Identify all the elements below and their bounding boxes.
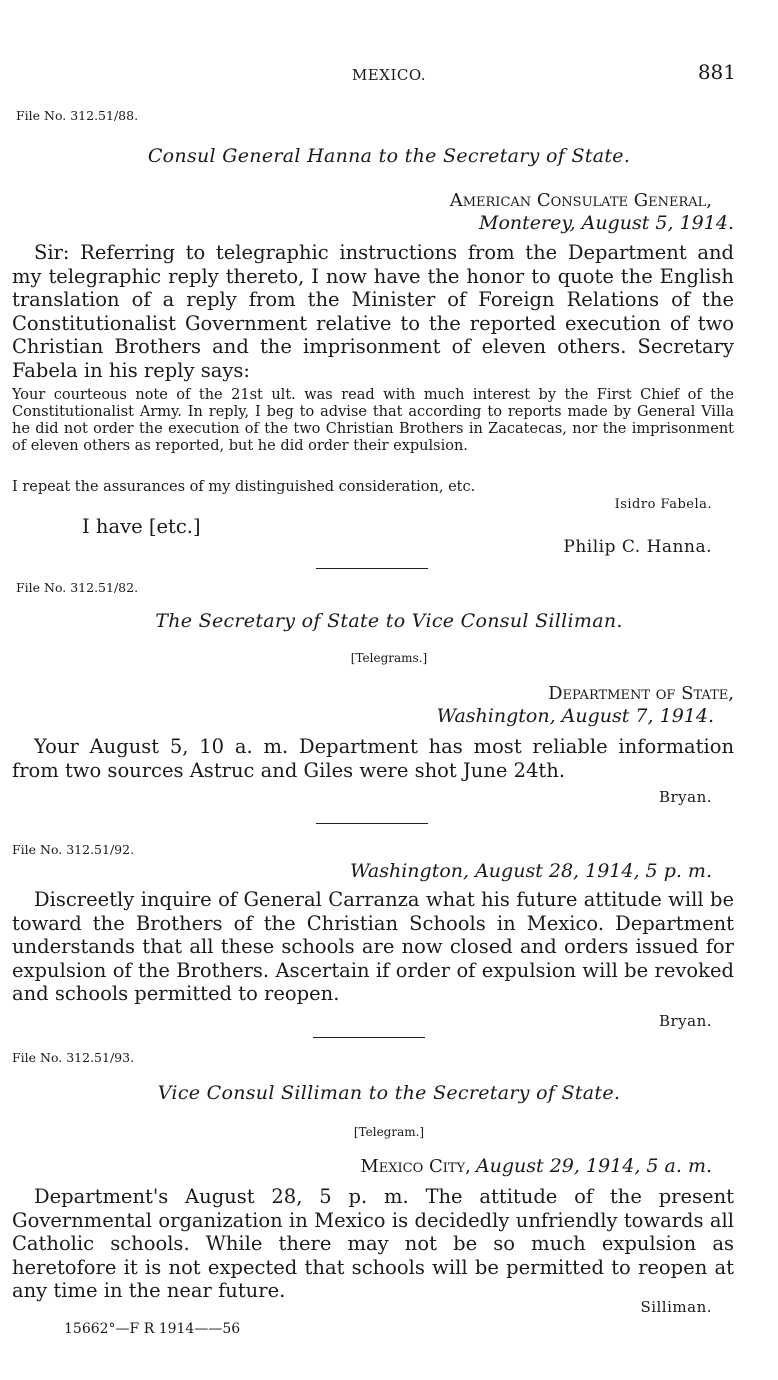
- signature: Bryan.: [658, 788, 712, 806]
- footer-printer-line: 15662°—F R 1914——56: [64, 1321, 241, 1337]
- sender-address: American Consulate General,: [449, 190, 712, 211]
- dateline: August 29, 1914, 5 a. m.: [475, 1155, 712, 1177]
- section-divider: [313, 1037, 425, 1038]
- telegram-body: Your August 5, 10 a. m. Department has most reliable information from two sources Astruc and Giles were shot June 24th.: [12, 735, 734, 782]
- dateline: Washington, August 28, 1914, 5 p. m.: [350, 860, 712, 882]
- section-divider: [316, 823, 428, 824]
- telegram-body: Discreetly inquire of General Carranza what his future attitude will be toward the Brothers of the Christian Schools in Mexico. Department understands that all these schools are now closed and orders issued for expulsion of the Brothers. Ascertain if order of expulsion will be revoked and schools permitted to reopen.: [12, 888, 734, 1005]
- signature: Silliman.: [640, 1298, 712, 1316]
- telegram-body: Department's August 28, 5 p. m. The attitude of the present Governmental organization in Mexico is decidedly unfriendly towards all Catholic schools. While there may not be so much expulsion as heretofore it is not expected that schools will be permitted to reopen at any time in the near future.: [12, 1185, 734, 1302]
- quoted-signature: Isidro Fabela.: [614, 497, 712, 512]
- place: Mexico City,: [360, 1156, 471, 1177]
- telegram-note: [Telegram.]: [353, 1125, 425, 1139]
- letter-body: Sir: Referring to telegraphic instructions from the Department and my telegraphic reply thereto, I now have the honor to quote the English translation of a reply from the Minister of Foreign Relations of the Constitutionalist Government relative to the reported execution of two Christian Brothers and the imprisonment of eleven others. Secretary Fabela in his reply says:: [12, 241, 734, 382]
- document-heading: The Secretary of State to Vice Consul Silliman.: [155, 610, 623, 632]
- page-number: 881: [697, 60, 736, 84]
- quoted-closing: I repeat the assurances of my distinguished consideration, etc.: [12, 479, 476, 495]
- closing-line: I have [etc.]: [82, 515, 201, 538]
- section-divider: [316, 568, 428, 569]
- sender-address: Department of State,: [548, 683, 734, 704]
- dateline: Monterey, August 5, 1914.: [479, 212, 734, 234]
- file-number: File No. 312.51/93.: [12, 1050, 135, 1065]
- document-heading: Vice Consul Silliman to the Secretary of State.: [157, 1082, 621, 1104]
- running-title: MEXICO.: [351, 66, 427, 84]
- file-number: File No. 312.51/88.: [16, 108, 139, 123]
- signature: Bryan.: [658, 1012, 712, 1030]
- running-head: [0, 60, 778, 88]
- file-number: File No. 312.51/82.: [16, 580, 139, 595]
- signature: Philip C. Hanna.: [563, 537, 712, 557]
- dateline-block: [360, 1155, 712, 1177]
- dateline: Washington, August 7, 1914.: [436, 705, 714, 727]
- document-heading: Consul General Hanna to the Secretary of State.: [147, 145, 631, 167]
- file-number: File No. 312.51/92.: [12, 842, 135, 857]
- telegram-note: [Telegrams.]: [350, 651, 428, 665]
- quoted-reply: Your courteous note of the 21st ult. was read with much interest by the First Chief of the Constitutionalist Army. In reply, I beg to advise that according to reports made by General Villa he did not order the execution of the two Christian Brothers in Zacatecas, nor the imprisonment of eleven others as reported, but he did order their expulsion.: [12, 387, 734, 454]
